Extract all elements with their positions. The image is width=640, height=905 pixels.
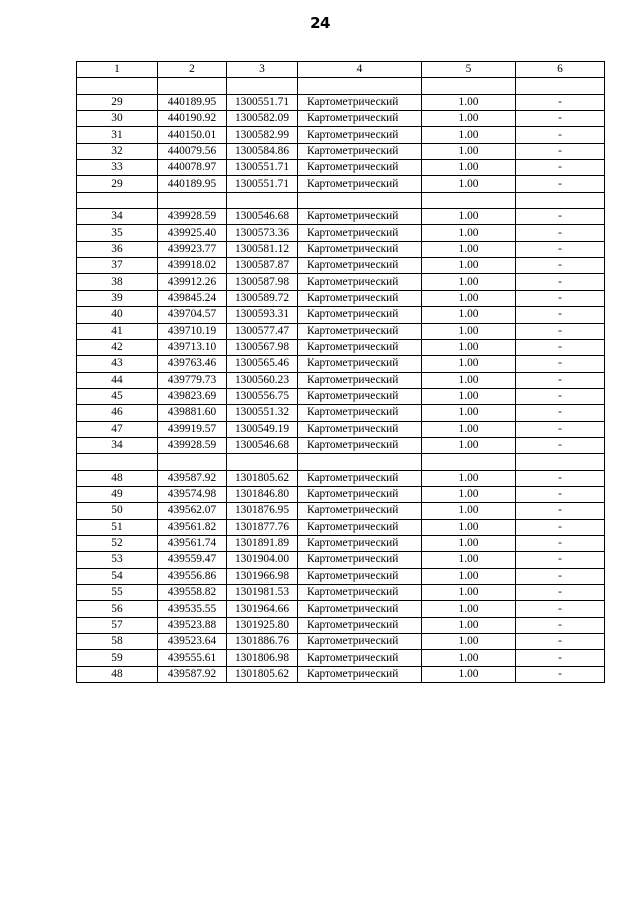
table-cell: - — [516, 634, 605, 650]
table-cell: 439574.98 — [158, 486, 227, 502]
table-cell: - — [516, 666, 605, 682]
table-row — [77, 94, 605, 110]
table-cell: 42 — [77, 339, 158, 355]
table-cell: 1300565.46 — [227, 356, 298, 372]
table-cell: 1.00 — [422, 421, 516, 437]
table-row — [77, 323, 605, 339]
table-cell: 439704.57 — [158, 307, 227, 323]
table-row — [77, 585, 605, 601]
table-cell: 440079.56 — [158, 143, 227, 159]
table-cell: - — [516, 258, 605, 274]
table-cell: 439562.07 — [158, 503, 227, 519]
table-cell: 1.00 — [422, 601, 516, 617]
table-cell: 1300546.68 — [227, 437, 298, 453]
table-cell: 439713.10 — [158, 339, 227, 355]
table-cell: 44 — [77, 372, 158, 388]
table-cell: Картометрический — [298, 568, 422, 584]
table-cell: - — [516, 160, 605, 176]
table-cell: Картометрический — [298, 437, 422, 453]
table-cell: Картометрический — [298, 470, 422, 486]
table-cell: 1.00 — [422, 437, 516, 453]
table-cell: 47 — [77, 421, 158, 437]
table-cell: Картометрический — [298, 634, 422, 650]
table-cell: - — [516, 323, 605, 339]
table-cell: Картометрический — [298, 421, 422, 437]
table-cell: - — [516, 470, 605, 486]
table-cell: 1300549.19 — [227, 421, 298, 437]
table-cell: 41 — [77, 323, 158, 339]
table-cell: 1300581.12 — [227, 241, 298, 257]
table-cell: Картометрический — [298, 666, 422, 682]
table-cell: 1.00 — [422, 634, 516, 650]
table-cell — [77, 78, 158, 94]
table-cell: 439555.61 — [158, 650, 227, 666]
table-cell: Картометрический — [298, 323, 422, 339]
table-cell: 1300551.71 — [227, 160, 298, 176]
table-cell: - — [516, 503, 605, 519]
table-cell — [158, 454, 227, 470]
table-cell: Картометрический — [298, 274, 422, 290]
table-row — [77, 437, 605, 453]
table-row — [77, 111, 605, 127]
table-cell: 29 — [77, 94, 158, 110]
table-cell: 1300546.68 — [227, 209, 298, 225]
table-cell — [77, 454, 158, 470]
table-cell: 33 — [77, 160, 158, 176]
table-cell — [158, 192, 227, 208]
table-cell: 30 — [77, 111, 158, 127]
table-cell: - — [516, 339, 605, 355]
table-row — [77, 617, 605, 633]
table-cell: 29 — [77, 176, 158, 192]
table-cell: - — [516, 274, 605, 290]
column-header: 1 — [77, 62, 158, 78]
table-cell: 1.00 — [422, 650, 516, 666]
table-cell — [298, 78, 422, 94]
table-cell: 1300577.47 — [227, 323, 298, 339]
table-cell: 53 — [77, 552, 158, 568]
table-cell: - — [516, 111, 605, 127]
table-cell: 439881.60 — [158, 405, 227, 421]
table-cell: 46 — [77, 405, 158, 421]
table-cell: 1.00 — [422, 356, 516, 372]
table-cell: 36 — [77, 241, 158, 257]
table-cell: - — [516, 176, 605, 192]
table-cell: 1.00 — [422, 258, 516, 274]
table-cell: 39 — [77, 290, 158, 306]
table-cell: - — [516, 209, 605, 225]
table-cell: 1300582.09 — [227, 111, 298, 127]
table-cell: 38 — [77, 274, 158, 290]
table-cell: 52 — [77, 535, 158, 551]
table-cell: 1301981.53 — [227, 585, 298, 601]
table-cell: Картометрический — [298, 241, 422, 257]
table-cell — [227, 78, 298, 94]
table-cell — [298, 454, 422, 470]
table-cell: 439919.57 — [158, 421, 227, 437]
table-cell: 439779.73 — [158, 372, 227, 388]
table-cell — [422, 78, 516, 94]
table-row — [77, 470, 605, 486]
table-cell — [227, 454, 298, 470]
page-number: 24 — [310, 14, 330, 32]
table-row — [77, 372, 605, 388]
table-row — [77, 486, 605, 502]
table-cell: 1301805.62 — [227, 470, 298, 486]
table-cell: 1.00 — [422, 486, 516, 502]
table-cell: 1301891.89 — [227, 535, 298, 551]
table-cell: - — [516, 617, 605, 633]
table-cell: Картометрический — [298, 503, 422, 519]
table-cell: 35 — [77, 225, 158, 241]
table-cell: 1.00 — [422, 209, 516, 225]
table-cell: 1.00 — [422, 372, 516, 388]
table-cell: 1.00 — [422, 535, 516, 551]
table-cell: 1301904.00 — [227, 552, 298, 568]
table-cell: 439710.19 — [158, 323, 227, 339]
column-header: 5 — [422, 62, 516, 78]
table-cell: 34 — [77, 209, 158, 225]
table-cell: 1.00 — [422, 519, 516, 535]
table-cell: 439823.69 — [158, 388, 227, 404]
table-cell: - — [516, 421, 605, 437]
table-cell: 1.00 — [422, 111, 516, 127]
table-cell: 439912.26 — [158, 274, 227, 290]
table-cell: - — [516, 519, 605, 535]
table-cell: 1.00 — [422, 405, 516, 421]
table-cell: - — [516, 568, 605, 584]
table-cell: 1.00 — [422, 617, 516, 633]
table-cell: Картометрический — [298, 176, 422, 192]
table-cell: 34 — [77, 437, 158, 453]
table-cell: 1300593.31 — [227, 307, 298, 323]
table-cell: 439559.47 — [158, 552, 227, 568]
table-cell: 54 — [77, 568, 158, 584]
table-cell: 1.00 — [422, 143, 516, 159]
table-cell: 1300573.36 — [227, 225, 298, 241]
table-cell: - — [516, 405, 605, 421]
table-cell: 1300589.72 — [227, 290, 298, 306]
table-cell: 440189.95 — [158, 94, 227, 110]
table-cell: 57 — [77, 617, 158, 633]
table-cell: 1.00 — [422, 568, 516, 584]
table-cell: 439925.40 — [158, 225, 227, 241]
table-row — [77, 650, 605, 666]
table-cell — [516, 78, 605, 94]
table-row — [77, 78, 605, 94]
table-cell: 439523.88 — [158, 617, 227, 633]
table-cell: 439561.74 — [158, 535, 227, 551]
table-cell: 59 — [77, 650, 158, 666]
table-cell — [77, 192, 158, 208]
table-cell: 1.00 — [422, 666, 516, 682]
table-cell: 1301877.76 — [227, 519, 298, 535]
table-cell: - — [516, 127, 605, 143]
table-row — [77, 601, 605, 617]
table-cell: 1.00 — [422, 585, 516, 601]
table-cell: Картометрический — [298, 519, 422, 535]
table-cell: - — [516, 225, 605, 241]
table-row — [77, 568, 605, 584]
table-cell: 1301806.98 — [227, 650, 298, 666]
table-cell: 439918.02 — [158, 258, 227, 274]
table-cell: 1300560.23 — [227, 372, 298, 388]
table-cell: 1301886.76 — [227, 634, 298, 650]
table-cell: 439535.55 — [158, 601, 227, 617]
table-cell: 1300556.75 — [227, 388, 298, 404]
table-cell: 1300584.86 — [227, 143, 298, 159]
table-cell: 58 — [77, 634, 158, 650]
table-cell: 1301846.80 — [227, 486, 298, 502]
table-cell: Картометрический — [298, 486, 422, 502]
table-header — [77, 62, 605, 78]
table-cell: 32 — [77, 143, 158, 159]
table-cell: Картометрический — [298, 307, 422, 323]
table-cell: 56 — [77, 601, 158, 617]
column-header: 3 — [227, 62, 298, 78]
table-cell: 439556.86 — [158, 568, 227, 584]
table-row — [77, 454, 605, 470]
table-cell: 37 — [77, 258, 158, 274]
table-cell: 1301964.66 — [227, 601, 298, 617]
table-cell: 1.00 — [422, 274, 516, 290]
table-cell: 439928.59 — [158, 437, 227, 453]
table-cell: 439845.24 — [158, 290, 227, 306]
table-cell: 1.00 — [422, 552, 516, 568]
column-header: 4 — [298, 62, 422, 78]
table-cell: 1.00 — [422, 241, 516, 257]
table-cell: 55 — [77, 585, 158, 601]
table-cell: 1301925.80 — [227, 617, 298, 633]
table-cell: Картометрический — [298, 388, 422, 404]
table-row — [77, 143, 605, 159]
table-cell: Картометрический — [298, 405, 422, 421]
table-cell: - — [516, 535, 605, 551]
table-cell: 439561.82 — [158, 519, 227, 535]
table-cell: - — [516, 143, 605, 159]
table-cell: 1300551.71 — [227, 176, 298, 192]
table-cell: Картометрический — [298, 356, 422, 372]
table-cell: Картометрический — [298, 258, 422, 274]
table-row — [77, 405, 605, 421]
table-row — [77, 241, 605, 257]
table-cell: 439923.77 — [158, 241, 227, 257]
table-cell: 1.00 — [422, 176, 516, 192]
table-cell: Картометрический — [298, 585, 422, 601]
table-cell: 440189.95 — [158, 176, 227, 192]
table-body — [77, 78, 605, 683]
table-cell: Картометрический — [298, 535, 422, 551]
table-cell: - — [516, 552, 605, 568]
table-cell: Картометрический — [298, 225, 422, 241]
table-row — [77, 258, 605, 274]
table-row — [77, 552, 605, 568]
table-cell: 50 — [77, 503, 158, 519]
table-cell: - — [516, 601, 605, 617]
table-cell: - — [516, 290, 605, 306]
table-cell: 1.00 — [422, 388, 516, 404]
column-header: 2 — [158, 62, 227, 78]
table-cell: 40 — [77, 307, 158, 323]
table-row — [77, 160, 605, 176]
table-cell: Картометрический — [298, 372, 422, 388]
table-cell: 1301966.98 — [227, 568, 298, 584]
table-header-row — [77, 62, 605, 78]
table-row — [77, 388, 605, 404]
table-row — [77, 535, 605, 551]
column-header: 6 — [516, 62, 605, 78]
table-cell: 1.00 — [422, 307, 516, 323]
table-cell: 1300551.32 — [227, 405, 298, 421]
table-row — [77, 127, 605, 143]
table-cell: 1.00 — [422, 503, 516, 519]
table-cell: 31 — [77, 127, 158, 143]
table-cell: 440078.97 — [158, 160, 227, 176]
table-cell: 1300567.98 — [227, 339, 298, 355]
table-cell: 1.00 — [422, 160, 516, 176]
table-cell: 1.00 — [422, 323, 516, 339]
table-cell: - — [516, 388, 605, 404]
table-cell: Картометрический — [298, 617, 422, 633]
table-cell: 43 — [77, 356, 158, 372]
table-cell: Картометрический — [298, 127, 422, 143]
table-cell: Картометрический — [298, 290, 422, 306]
table-row — [77, 339, 605, 355]
table-cell: 439763.46 — [158, 356, 227, 372]
table-cell — [158, 78, 227, 94]
table-row — [77, 290, 605, 306]
table-cell: Картометрический — [298, 339, 422, 355]
table-row — [77, 307, 605, 323]
table-cell: 1.00 — [422, 127, 516, 143]
table-cell: Картометрический — [298, 209, 422, 225]
table-cell — [516, 192, 605, 208]
table-row — [77, 503, 605, 519]
table-cell: Картометрический — [298, 552, 422, 568]
table-row — [77, 356, 605, 372]
table-cell: 48 — [77, 666, 158, 682]
table-cell: - — [516, 650, 605, 666]
table-row — [77, 421, 605, 437]
table-cell: 439587.92 — [158, 470, 227, 486]
table-cell — [227, 192, 298, 208]
table-cell: 1301876.95 — [227, 503, 298, 519]
table-cell: 1301805.62 — [227, 666, 298, 682]
table-cell: - — [516, 356, 605, 372]
table-cell: 1.00 — [422, 94, 516, 110]
table-cell: Картометрический — [298, 143, 422, 159]
table-cell: - — [516, 372, 605, 388]
table-row — [77, 225, 605, 241]
table-cell: 1.00 — [422, 225, 516, 241]
table-cell: - — [516, 437, 605, 453]
table-cell: - — [516, 94, 605, 110]
table-cell: 439523.64 — [158, 634, 227, 650]
table-cell: 1300582.99 — [227, 127, 298, 143]
table-row — [77, 192, 605, 208]
table-cell: Картометрический — [298, 601, 422, 617]
table-cell: 45 — [77, 388, 158, 404]
table-cell: 1300551.71 — [227, 94, 298, 110]
table-cell — [516, 454, 605, 470]
table-cell: 440150.01 — [158, 127, 227, 143]
table-row — [77, 176, 605, 192]
table-cell: Картометрический — [298, 94, 422, 110]
table-cell — [298, 192, 422, 208]
table-cell — [422, 454, 516, 470]
table-cell: 439587.92 — [158, 666, 227, 682]
table-cell: 51 — [77, 519, 158, 535]
table-cell: 439928.59 — [158, 209, 227, 225]
table-cell: 1300587.87 — [227, 258, 298, 274]
table-row — [77, 209, 605, 225]
table-row — [77, 519, 605, 535]
table-cell: - — [516, 486, 605, 502]
table-cell: - — [516, 241, 605, 257]
table-cell: Картометрический — [298, 111, 422, 127]
table-cell — [422, 192, 516, 208]
table-cell: Картометрический — [298, 160, 422, 176]
table-cell: 48 — [77, 470, 158, 486]
table-cell: 49 — [77, 486, 158, 502]
table-cell: 440190.92 — [158, 111, 227, 127]
table-cell: 1.00 — [422, 339, 516, 355]
table-cell: 1.00 — [422, 290, 516, 306]
table-row — [77, 274, 605, 290]
coordinates-table — [76, 61, 605, 683]
table-cell: 439558.82 — [158, 585, 227, 601]
table-row — [77, 666, 605, 682]
table-cell: 1.00 — [422, 470, 516, 486]
table-cell: Картометрический — [298, 650, 422, 666]
table-cell: 1300587.98 — [227, 274, 298, 290]
table-cell: - — [516, 307, 605, 323]
table-cell: - — [516, 585, 605, 601]
table-row — [77, 634, 605, 650]
